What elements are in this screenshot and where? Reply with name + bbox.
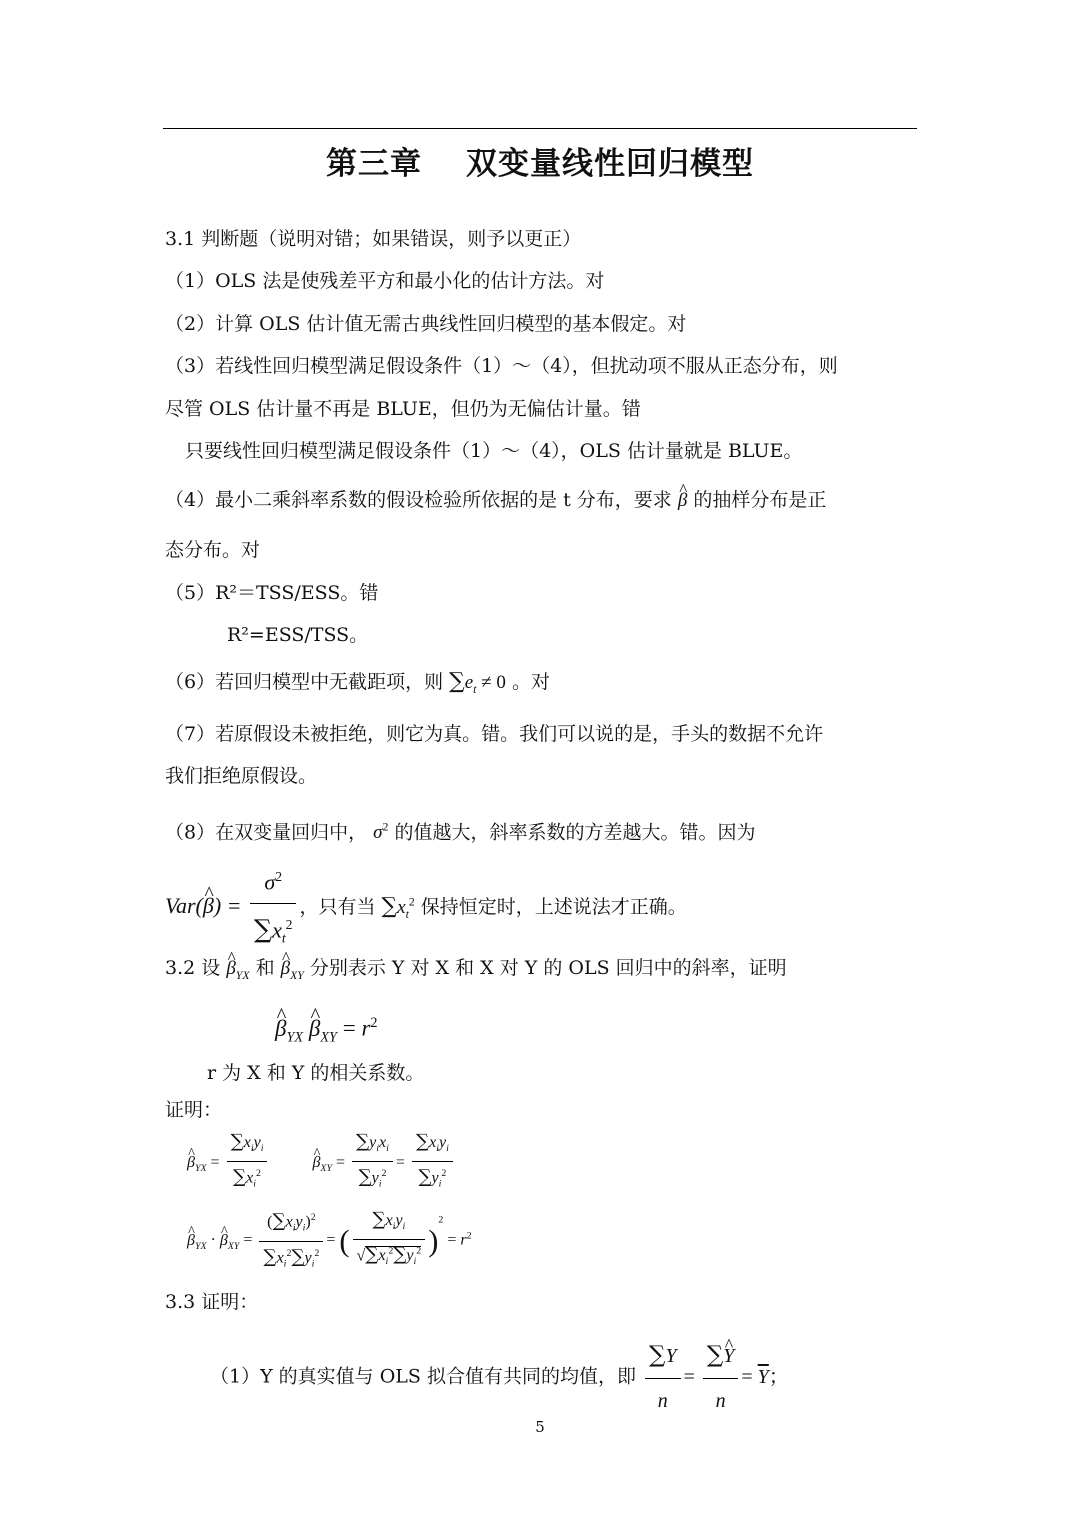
question-8-text-mid: ，只有当 (299, 896, 376, 919)
proof-label: 证明： (165, 1099, 223, 1121)
question-6-text-post: 。对 (511, 671, 550, 693)
mean-equality-formula: $\frac{\sum Y}{n}$ = $\frac{\sum\^{} Y}{n}$ = $\overline{Y}$； (642, 1366, 789, 1388)
beta-xy-symbol: ^ $\beta_{XY}$ (281, 956, 304, 989)
beta-hat-symbol: ^ β (678, 488, 687, 514)
question-8-text-pre: （8）在双变量回归中， (165, 821, 368, 844)
question-4-text-pre: （4）最小二乘斜率系数的假设检验所依据的是 t 分布，要求 (165, 489, 672, 511)
chapter-number: 第三章 (326, 146, 422, 182)
question-5-correction: R²=ESS/TSS。 (227, 624, 369, 646)
sum-x-squared-formula: $\sum x_t^2$ (381, 894, 415, 921)
claim-formula: ^ $\beta_{YX}$ ^ $\beta_{XY} = r^2$ (275, 1010, 378, 1050)
variance-beta-formula: Var(^ β) = $\frac{\sigma^2}{\sum x_t^2}$ (165, 893, 299, 918)
question-8-text-post-2: 保持恒定时，上述说法才正确。 (420, 896, 687, 919)
question-8-line-2 (165, 858, 687, 958)
question-7-line-1: （7）若原假设未被拒绝，则它为真。错。我们可以说的是，手头的数据不允许 (165, 723, 824, 745)
question-5: （5）R²＝TSS/ESS。错 (165, 582, 379, 604)
section-3-3-item-1 (210, 1335, 789, 1421)
question-8-text-post: 的值越大，斜率系数的方差越大。错。因为 (394, 821, 756, 844)
s33-item-1-text: （1）Y 的真实值与 OLS 拟合值有共同的均值，即 (210, 1365, 636, 1388)
header-rule (163, 128, 917, 129)
s32-text-pre: 3.2 设 (165, 957, 221, 979)
proof-formula-1: ^ $\beta_{YX}$ = $\frac{\sum x_iy_i}{\sum x_i^2}$ ^ $\beta_{XY}$ = $\frac{\sum y_ix_i}{\sum y_i^2}$ = $\frac{\sum x_iy_i}{\sum y_i^2}$ (187, 1132, 456, 1195)
sum-residuals-formula: $\sum e_t \ne 0$ (449, 669, 506, 696)
question-4-line-2: 态分布。对 (165, 539, 261, 561)
r-definition: r 为 X 和 Y 的相关系数。 (207, 1062, 425, 1084)
sigma-squared-symbol: $\sigma^2$ (373, 821, 389, 844)
s32-text-and: 和 (255, 957, 275, 979)
section-3-1-heading: 3.1 判断题（说明对错；如果错误，则予以更正） (165, 228, 582, 250)
question-7-line-2: 我们拒绝原假设。 (165, 765, 318, 787)
question-6 (165, 669, 550, 703)
question-1: （1）OLS 法是使残差平方和最小化的估计方法。对 (165, 270, 605, 292)
question-2: （2）计算 OLS 估计值无需古典线性回归模型的基本假定。对 (165, 313, 687, 335)
s32-text-post: 分别表示 Y 对 X 和 X 对 Y 的 OLS 回归中的斜率，证明 (309, 957, 787, 979)
proof-formula-2: ^ $\beta_{YX}$ · ^ $\beta_{XY}$ = $\frac{(\sum x_iy_i)^2}{\sum x_i^2\sum y_i^2}$ = ( $\frac{\sum x_iy_i}{√\sum x_i^2\sum y_i^2}$ )$^2 = r^2$ (187, 1208, 472, 1274)
question-6-text-pre: （6）若回归模型中无截距项，则 (165, 671, 444, 693)
question-4-line-1 (165, 487, 826, 514)
question-3-line-2: 尽管 OLS 估计量不再是 BLUE，但仍为无偏估计量。错 (165, 398, 641, 420)
question-3-line-1: （3）若线性回归模型满足假设条件（1）～（4），但扰动项不服从正态分布，则 (165, 355, 838, 377)
chapter-title (163, 138, 917, 183)
section-3-2-heading (165, 955, 787, 989)
section-3-3-heading: 3.3 证明： (165, 1291, 259, 1313)
chapter-name: 双变量线性回归模型 (466, 146, 754, 182)
beta-yx-symbol: ^ $\beta_{YX}$ (226, 956, 249, 989)
question-8-line-1 (165, 815, 755, 846)
question-4-text-post: 的抽样分布是正 (693, 489, 827, 511)
question-3-correction: 只要线性回归模型满足假设条件（1）～（4），OLS 估计量就是 BLUE。 (185, 440, 803, 462)
page-number: 5 (535, 1418, 545, 1436)
